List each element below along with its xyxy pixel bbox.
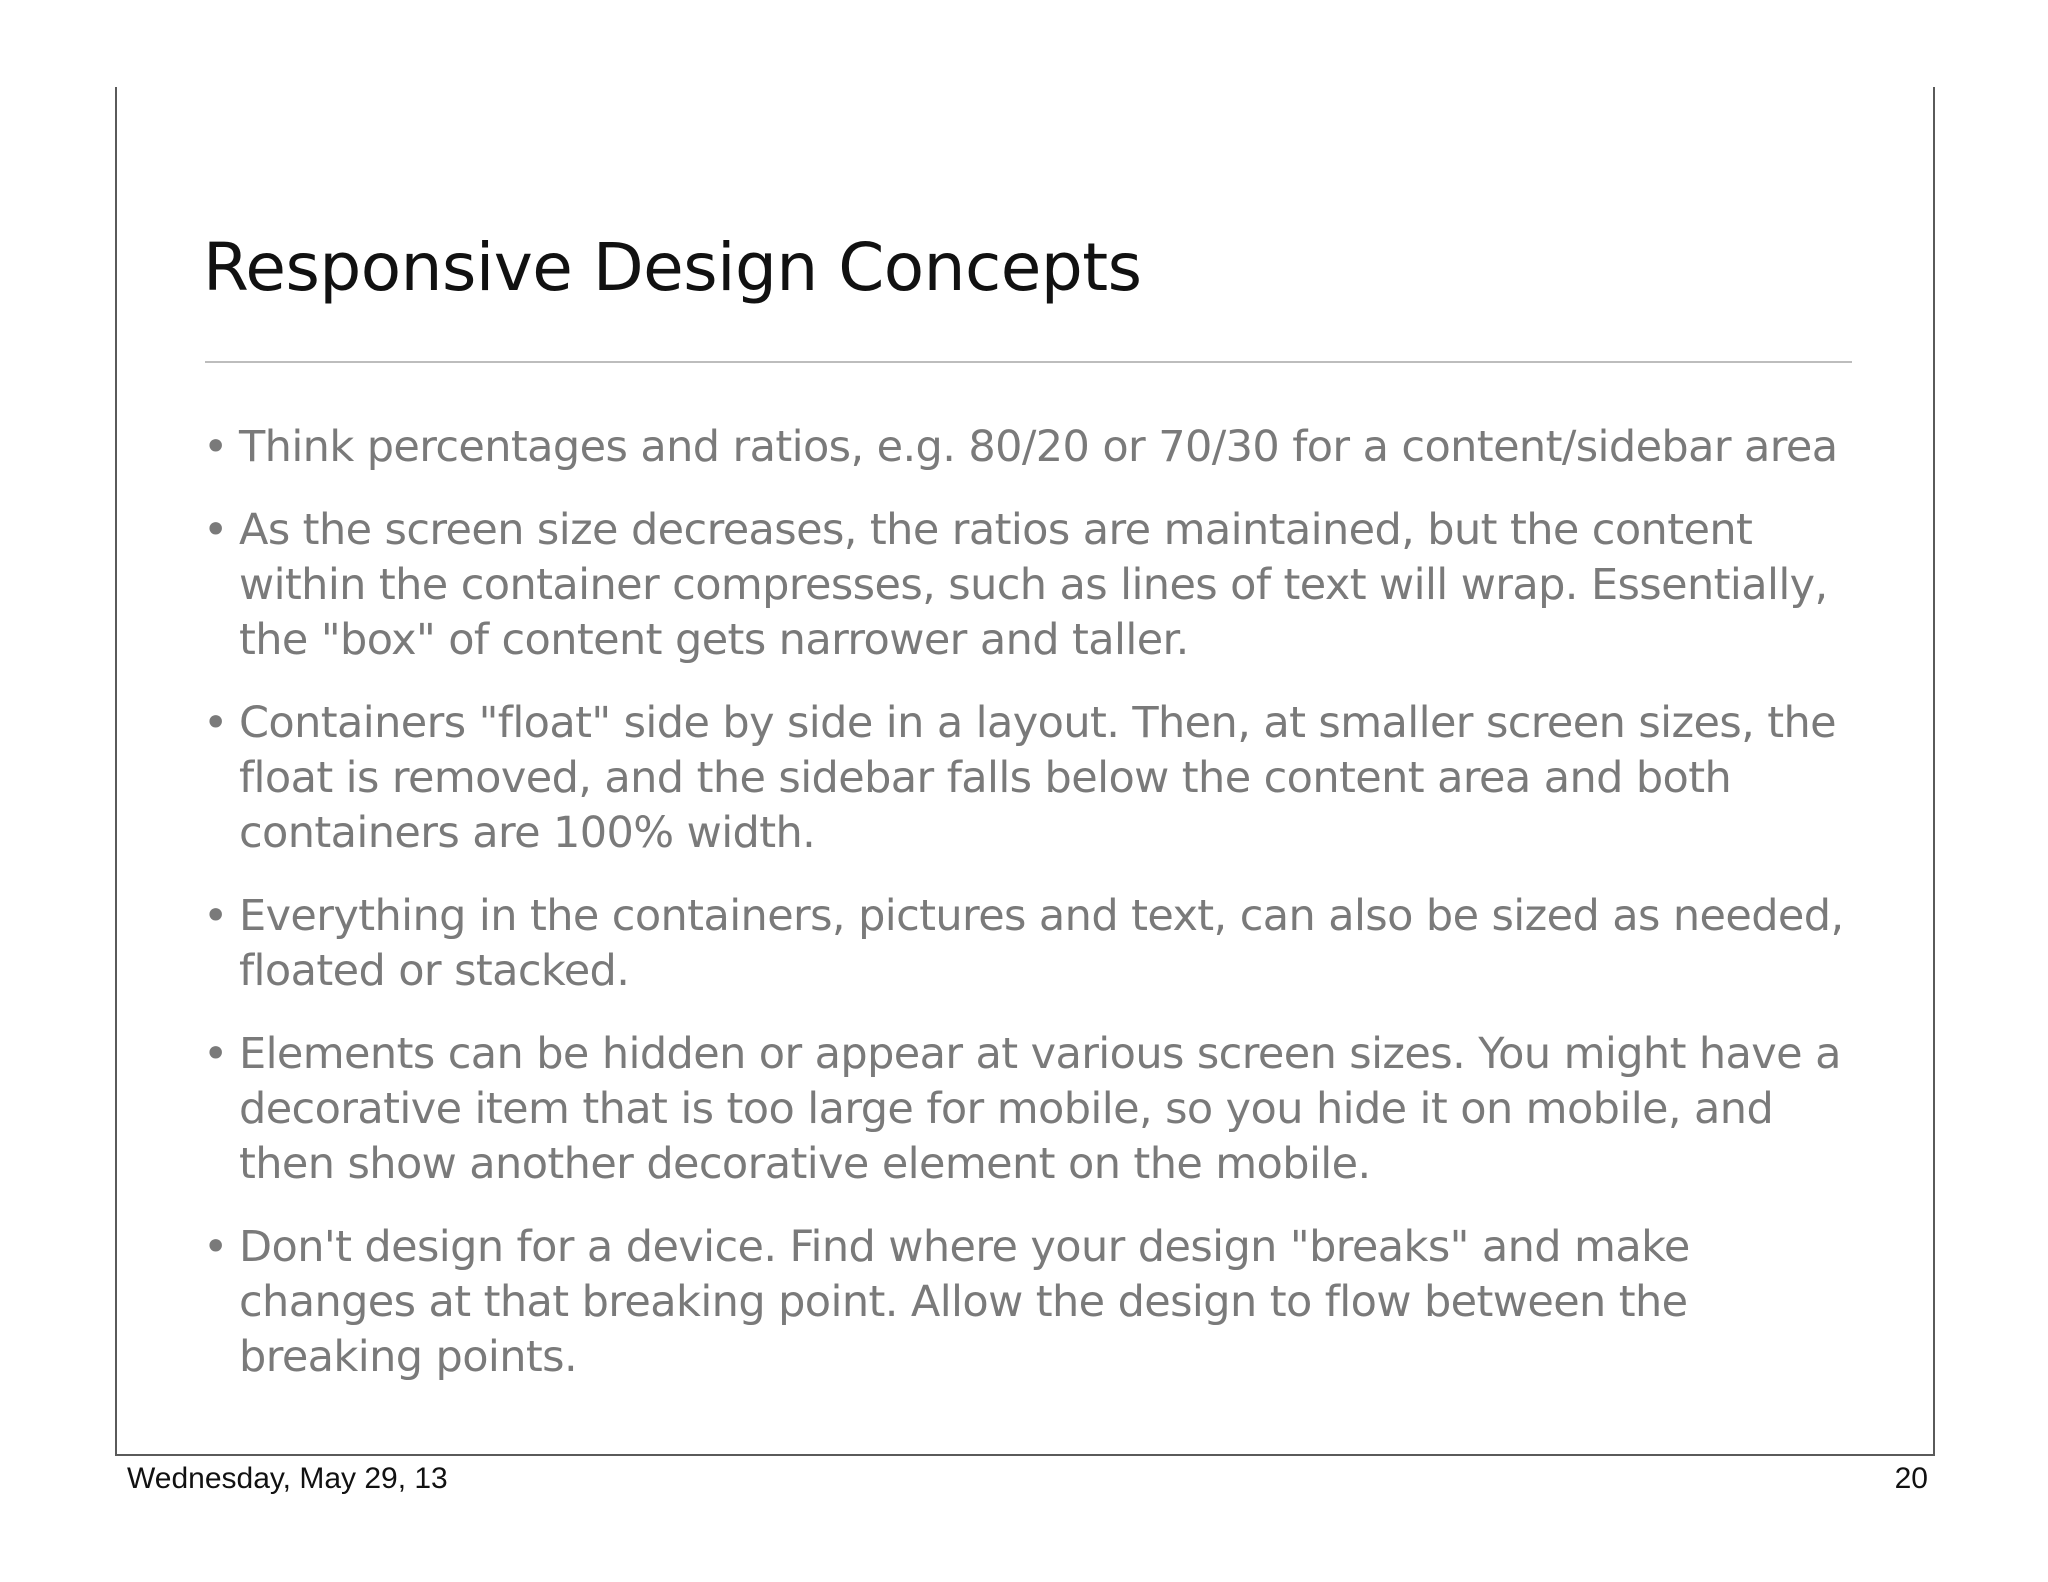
bullet-text: Containers "float" side by side in a layout. Then, at smaller screen sizes, the float is removed, and the sidebar falls below the content area and both containers are 100% width. xyxy=(239,698,1837,858)
bullet-text: Don't design for a device. Find where your design "breaks" and make changes at that breaking point. Allow the design to flow between the breaking points. xyxy=(239,1222,1690,1382)
bullet-list xyxy=(203,420,1863,1413)
slide-title: Responsive Design Concepts xyxy=(203,229,1142,306)
bullet-dot-icon: • xyxy=(203,1029,228,1079)
bullet-item xyxy=(203,420,1863,475)
bullet-dot-icon: • xyxy=(203,422,228,472)
bullet-text: Think percentages and ratios, e.g. 80/20 or 70/30 for a content/sidebar area xyxy=(239,422,1838,472)
bullet-item xyxy=(203,1220,1863,1385)
bullet-item xyxy=(203,1027,1863,1192)
bullet-dot-icon: • xyxy=(203,698,228,748)
bullet-text: Elements can be hidden or appear at various screen sizes. You might have a decorative item that is too large for mobile, so you hide it on mobile, and then show another decorative element on the mobile. xyxy=(239,1029,1841,1189)
bullet-item xyxy=(203,696,1863,861)
bullet-dot-icon: • xyxy=(203,1222,228,1272)
bullet-item xyxy=(203,503,1863,668)
bullet-dot-icon: • xyxy=(203,891,228,941)
bullet-text: As the screen size decreases, the ratios are maintained, but the content within the container compresses, such as lines of text will wrap. Essentially, the "box" of content gets narrower and taller. xyxy=(239,505,1828,665)
footer-date: Wednesday, May 29, 13 xyxy=(127,1462,448,1495)
bullet-dot-icon: • xyxy=(203,505,228,555)
footer-page-number: 20 xyxy=(1894,1462,1928,1495)
bullet-item xyxy=(203,889,1863,999)
bullet-text: Everything in the containers, pictures and text, can also be sized as needed, floated or stacked. xyxy=(239,891,1844,996)
title-divider xyxy=(205,361,1852,363)
